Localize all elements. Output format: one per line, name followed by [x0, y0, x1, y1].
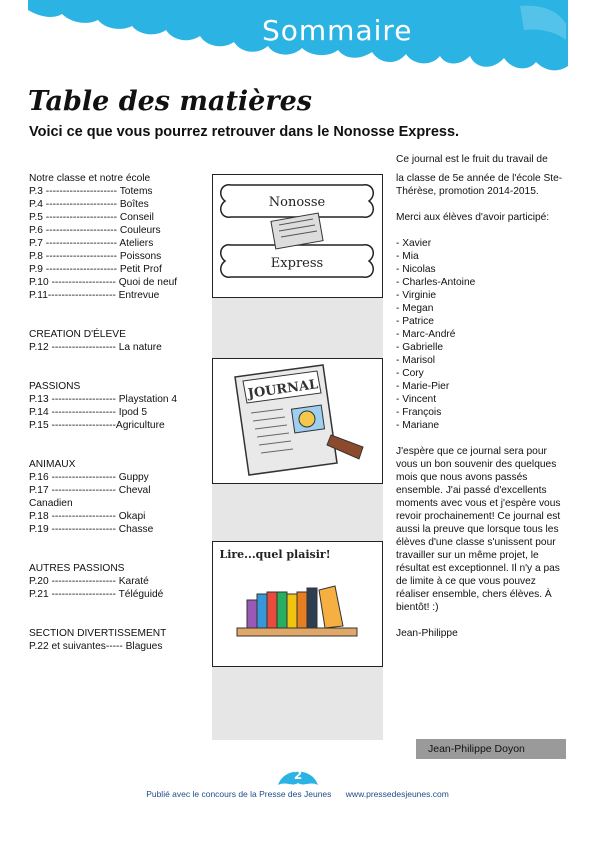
footer-credit: Publié avec le concours de la Presse des Jeunes — [146, 789, 332, 799]
list-item: - Nicolas — [396, 264, 436, 275]
student-list — [396, 237, 568, 432]
toc-heading: Notre classe et notre école — [29, 173, 151, 184]
toc-section-passions — [29, 380, 209, 432]
bone-logo-illustration — [213, 175, 382, 297]
nonosse-express-logo — [212, 174, 383, 298]
list-item: - Marisol — [396, 355, 436, 366]
toc-entry: P.16 ------------------- Guppy — [29, 472, 149, 483]
newspaper-word: JOURNAL — [247, 377, 320, 402]
list-item: - Mia — [396, 251, 419, 262]
reading-illustration — [212, 541, 383, 667]
toc-entry: P.6 --------------------- Couleurs — [29, 225, 161, 236]
books-on-shelf-icon — [213, 542, 382, 666]
toc-entry: P.5 --------------------- Conseil — [29, 212, 154, 223]
toc-section-animaux — [29, 458, 209, 536]
page-title: Table des matières — [28, 86, 312, 117]
toc-entry: P.7 --------------------- Ateliers — [29, 238, 154, 249]
logo-word-express: Express — [270, 256, 324, 271]
author-badge: Jean-Philippe Doyon — [416, 739, 566, 759]
journal-illustration — [212, 358, 383, 484]
toc-entry: P.17 ------------------- Cheval — [29, 485, 151, 496]
toc-section-autres — [29, 562, 209, 601]
list-item: - Gabrielle — [396, 342, 443, 353]
toc-entry: Canadien — [29, 498, 73, 509]
toc-entry: P.15 -------------------Agriculture — [29, 420, 165, 431]
list-item: - Marie-Pier — [396, 381, 450, 392]
banner-title: Sommaire — [262, 14, 413, 47]
list-item: - Charles-Antoine — [396, 277, 476, 288]
intro-text: la classe de 5e année de l'école Ste-Thérèse, promotion 2014-2015. — [396, 173, 563, 197]
toc-entry: P.8 --------------------- Poissons — [29, 251, 162, 262]
page-subtitle: Voici ce que vous pourrez retrouver dans le Nonosse Express. — [29, 124, 460, 140]
list-item: - Xavier — [396, 238, 432, 249]
toc-entry: P.4 --------------------- Boîtes — [29, 199, 149, 210]
list-item: - Vincent — [396, 394, 437, 405]
editorial-column — [396, 153, 568, 653]
list-item: - Mariane — [396, 420, 440, 431]
list-item: - Marc-André — [396, 329, 456, 340]
toc-heading: SECTION DIVERTISSEMENT — [29, 628, 167, 639]
toc-entry: P.18 ------------------- Okapi — [29, 511, 146, 522]
toc-heading: PASSIONS — [29, 381, 81, 392]
toc-heading: ANIMAUX — [29, 459, 76, 470]
reading-caption: Lire...quel plaisir! — [219, 548, 331, 561]
toc-entry: P.22 et suivantes----- Blagues — [29, 641, 163, 652]
toc-heading: AUTRES PASSIONS — [29, 563, 125, 574]
newspaper-reader-icon — [213, 359, 382, 483]
toc-entry: P.13 ------------------- Playstation 4 — [29, 394, 178, 405]
toc-section-divertissement — [29, 627, 209, 653]
toc-entry: P.20 ------------------- Karaté — [29, 576, 149, 587]
toc-entry: P.12 ------------------- La nature — [29, 342, 162, 353]
list-item: - Cory — [396, 368, 424, 379]
table-of-contents — [29, 172, 209, 666]
toc-heading: CREATION D'ÉLEVE — [29, 329, 126, 340]
list-item: - François — [396, 407, 442, 418]
toc-entry: P.10 ------------------- Quoi de neuf — [29, 277, 178, 288]
toc-entry: P.14 ------------------- Ipod 5 — [29, 407, 148, 418]
footer — [0, 789, 595, 799]
toc-entry: P.3 --------------------- Totems — [29, 186, 153, 197]
toc-entry: P.19 ------------------- Chasse — [29, 524, 154, 535]
closing-text: J'espère que ce journal sera pour vous un bon souvenir des quelques mois que nous avons passés ensemble. J'ai passé d'excellents moments avec vous et j'espère vous revoir prochainement! Ce journal est aussi la preuve que lorsque tous les élèves d'une classe s'unissent pour travailler sur un même projet, le résultat est exceptionnel. Il n'y a pas de limite à ce que vous pouvez réaliser ensemble, chers élèves. À bientôt! :) — [396, 446, 561, 613]
signature-text: Jean-Philippe — [396, 628, 458, 639]
thanks-text: Merci aux élèves d'avoir participé: — [396, 212, 550, 223]
toc-entry: P.9 --------------------- Petit Prof — [29, 264, 162, 275]
intro-line: Ce journal est le fruit du travail de — [396, 154, 548, 165]
list-item: - Megan — [396, 303, 434, 314]
footer-url-link[interactable]: www.pressedesjeunes.com — [345, 789, 449, 799]
list-item: - Patrice — [396, 316, 434, 327]
toc-section-classe — [29, 172, 209, 302]
page-number: 2 — [293, 768, 303, 782]
toc-entry: P.21 ------------------- Téléguidé — [29, 589, 164, 600]
toc-entry: P.11-------------------- Entrevue — [29, 290, 160, 301]
list-item: - Virginie — [396, 290, 437, 301]
toc-section-creation — [29, 328, 209, 354]
logo-word-nonosse: Nonosse — [268, 195, 326, 210]
